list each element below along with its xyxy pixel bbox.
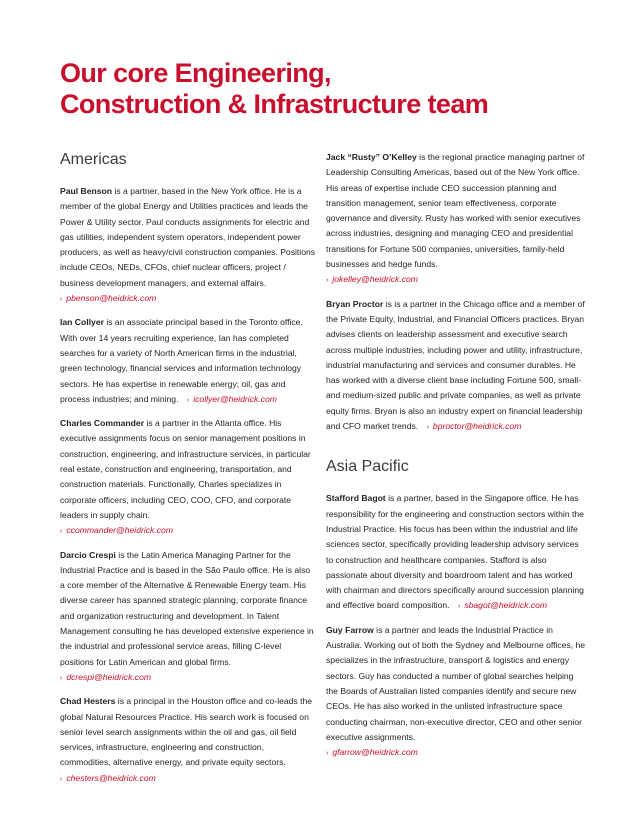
title-line-2: Construction & Infrastructure team [60, 89, 489, 119]
email-link[interactable] [326, 747, 418, 757]
person-bio: is a partner and leads the Industrial Practice in Australia. Working out of both the Sydney and Melbourne offices, he specializes in the infrastructure, transport & logistics and energy sectors. Guy has conducted a number of global searches helping the Boards of Australian listed companies identify and secure new CEOs. He has also worked in the unlisted infrastructure space conducting chairman, non-executive director, CEO and other senior executive assignments. [326, 624, 586, 742]
person-bio: is an associate principal based in the Toronto office. With over 14 years recruiting experience, Ian has completed searches for a variety of North American firms in the industrial, green technology, financial services and information technology sectors. He has expertise in renewable energy; oil, gas and process industries; and mining. [60, 317, 303, 404]
arrow-marker-icon: › [426, 424, 429, 432]
email-link[interactable] [60, 773, 156, 783]
email-address: pbenson@heidrick.com [66, 293, 157, 304]
person-bio: is is a partner in the Chicago office and a member of the Private Equity, Industrial, and Financial Officers practices. Bryan advises clients on leadership assessment and executive search across multiple industries, including power and utility, infrastructure, industrial manufacturing and services and consumer durables. He has worked with a diverse client base including Fortune 500, small- and medium-sized public and private companies, as well as private equity firms. Bryan is also an industry expert on financial leadership and CFO market trends. [326, 298, 585, 432]
arrow-marker-icon: › [457, 603, 461, 611]
person-name: Chad Hesters [60, 696, 116, 707]
person-bio: is the regional practice managing partner of Leadership Consulting Americas, based out of the New York office. His areas of expertise include CEO succession planning and transition management, senior team effectiveness, corporate governance and diversity. Rusty has worked with senior executives across industries, designing and managing CEO and presidential transitions for Fortune 500 companies, universities, family-held businesses and hedge funds. [326, 152, 585, 270]
bio-ian-collyer [60, 315, 316, 408]
person-name: Jack “Rusty” O’Kelley [326, 152, 417, 162]
arrow-marker-icon: › [60, 775, 63, 783]
region-heading-asia-pacific: Asia Pacific [326, 458, 409, 476]
email-address: ccommander@heidrick.com [66, 525, 173, 536]
arrow-marker-icon: › [326, 750, 329, 758]
email-address: bproctor@heidrick.com [432, 421, 522, 432]
bio-bryan-proctor [326, 297, 586, 436]
email-link[interactable] [187, 394, 277, 404]
arrow-marker-icon: › [60, 296, 63, 304]
email-address: chesters@heidrick.com [66, 772, 156, 783]
bio-stafford-bagot [326, 491, 586, 614]
person-name: Stafford Bagot [326, 493, 386, 504]
email-address: gfarrow@heidrick.com [332, 747, 418, 758]
arrow-marker-icon: › [326, 277, 329, 285]
email-address: sbagot@heidrick.com [464, 600, 548, 611]
email-link[interactable] [60, 672, 151, 682]
region-heading-americas: Americas [60, 151, 127, 168]
page-title [60, 58, 488, 120]
email-address: jokelley@heidrick.com [332, 274, 418, 285]
person-bio: is a partner, based in the New York office. He is a member of the global Energy and Utilities practices and leads the Power & Utility sector. Paul conducts assignments for electric and gas utilities, independent system operators, independent power producers, as well as heavy/civil construction companies. Positions include CEOs, NEDs, CFOs, chief nuclear officers, project / business development managers, and external affairs. [60, 186, 316, 288]
email-address: dcrespi@heidrick.com [66, 671, 152, 682]
title-line-1: Our core Engineering, [60, 58, 331, 88]
person-name: Paul Benson [60, 186, 113, 196]
person-name: Darcio Crespi [60, 549, 116, 560]
bio-charles-commander [60, 416, 316, 539]
email-address: icollyer@heidrick.com [193, 393, 277, 404]
email-link[interactable] [326, 274, 418, 284]
bio-chad-hesters [60, 694, 316, 787]
bio-darcio-crespi [60, 548, 316, 687]
email-link[interactable] [60, 525, 173, 535]
email-link[interactable] [427, 421, 522, 431]
email-link[interactable] [458, 600, 547, 610]
email-link[interactable] [60, 293, 156, 303]
person-bio: is the Latin America Managing Partner for the Industrial Practice and is based in the São Paulo office. He is also a core member of the Alternative & Renewable Energy team. His diverse career has spanned strategic planning, corporate finance and organization restructuring and development. In Talent Management consulting he has developed extensive experience in the industrial and professional service areas, filling C-level positions for Latin American and global firms. [60, 549, 314, 667]
person-name: Guy Farrow [326, 624, 374, 635]
arrow-marker-icon: › [60, 674, 63, 682]
arrow-marker-icon: › [60, 528, 63, 536]
bio-guy-farrow [326, 623, 586, 762]
person-name: Bryan Proctor [326, 298, 384, 309]
person-name: Charles Commander [60, 418, 145, 429]
person-bio: is a principal in the Houston office and co-leads the global Natural Resources Practice. His search work is focused on senior level search assignments within the oil and gas, oil field services, infrastructure, engineering and construction, commodities, alternative energy, and private equity sectors. [60, 696, 313, 768]
bio-rusty-okelley [326, 150, 586, 289]
right-column [326, 150, 586, 769]
person-bio: is a partner in the Atlanta office. His executive assignments focus on senior management positions in construction, engineering, and infrastructure services, in particular real estate, construction and engineering, transportation, and construction materials. Functionally, Charles specializes in corporate officers, including CEO, COO, CFO, and corporate leaders in supply chain. [60, 418, 311, 520]
person-bio: is a partner, based in the Singapore office. He has responsibility for the engineering and construction sectors within the Industrial Practice. His focus has been within the industrial and life sciences sector, specifically providing leadership advisory services to construction and healthcare companies. Stafford is also passionate about diversity and boardroom talent and has worked with chairman and directors specifically around succession planning and effective board composition. [326, 493, 584, 611]
bio-paul-benson [60, 184, 316, 307]
arrow-marker-icon: › [186, 396, 190, 404]
left-column [60, 150, 316, 795]
person-name: Ian Collyer [60, 317, 104, 328]
